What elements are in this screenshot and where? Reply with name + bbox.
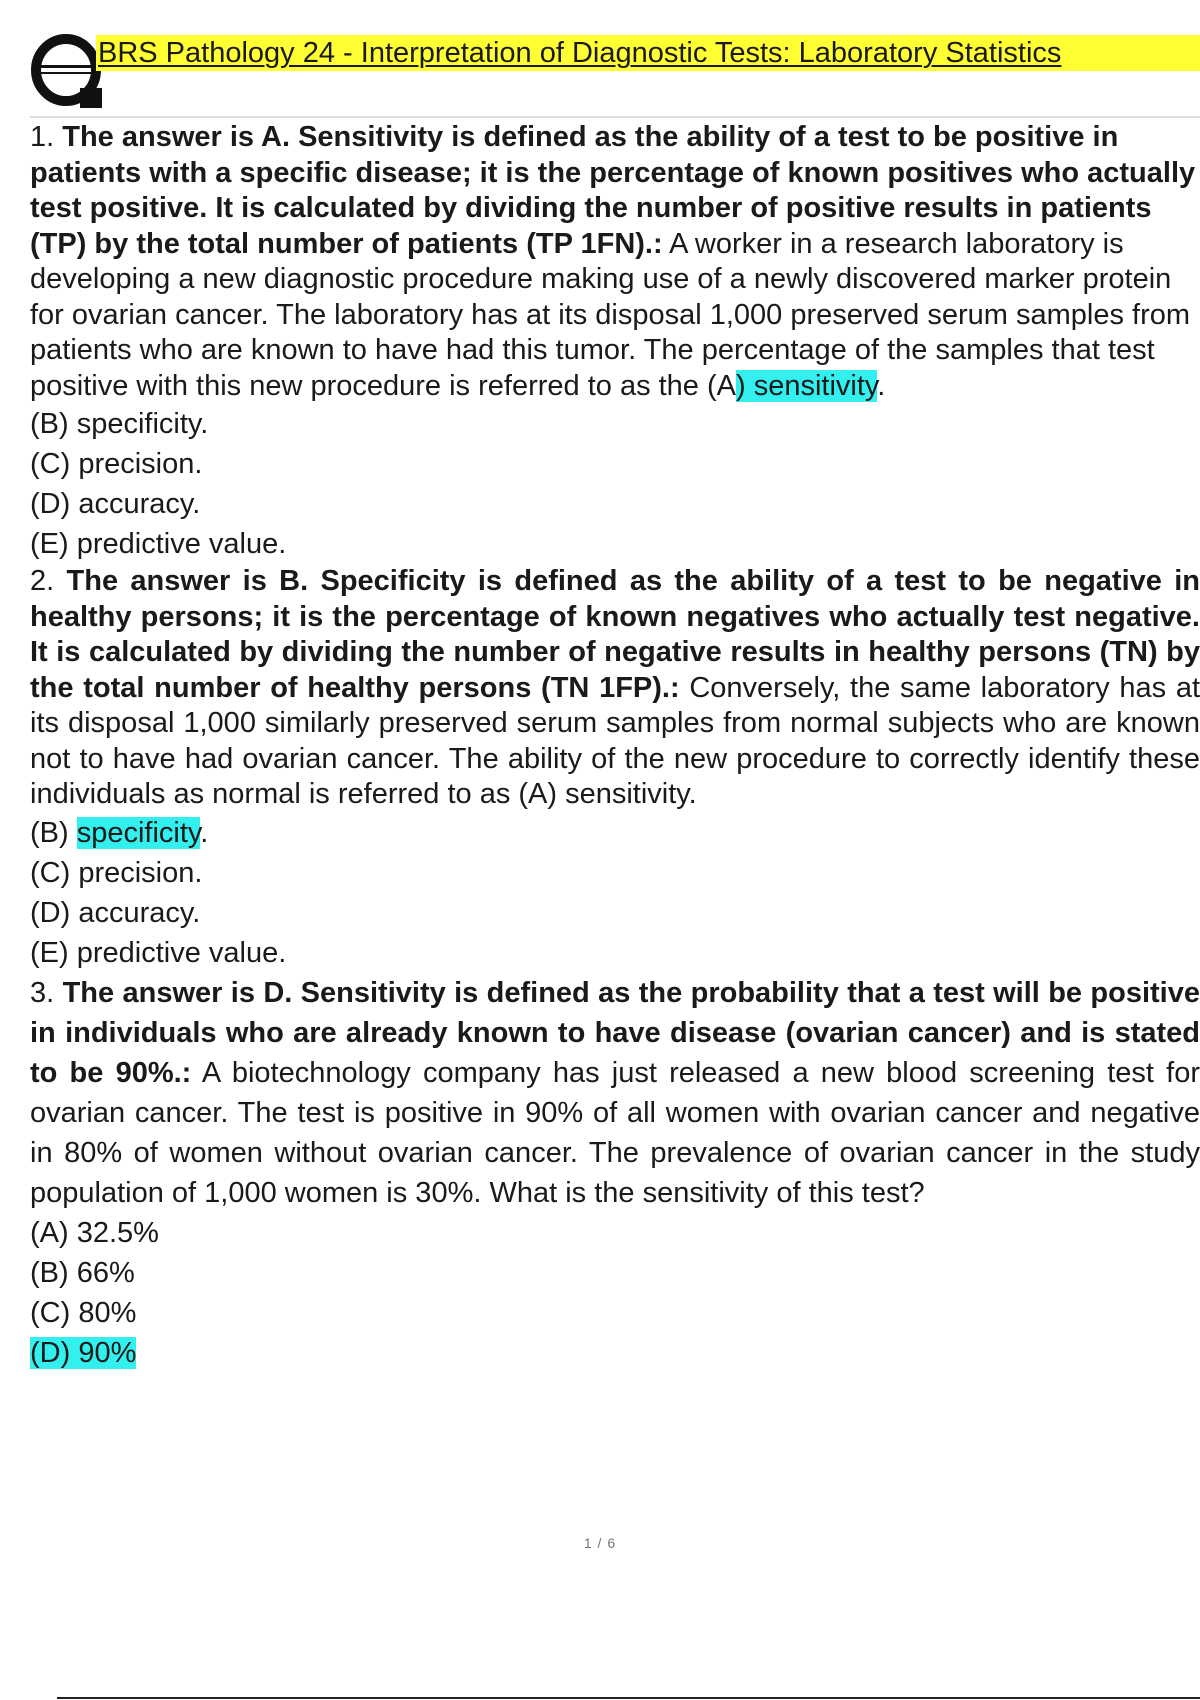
answer-option: (C) precision. [30, 448, 203, 480]
stem-tail: . [877, 369, 886, 402]
answer-explanation: The answer is A. Sensitivity is defined as the ability of a test to be positive in patients with a specific disease; it is the percentage of known positives who actually test positive. It is calculated by dividing the number of positive results in patients (TP) by the total number of patients (TP 1FN).: [30, 121, 1196, 260]
document-header [30, 30, 1200, 120]
option-tail: . [200, 816, 209, 849]
answer-option-correct [30, 813, 1200, 853]
answer-explanation: The answer is D. Sensitivity is defined as the probability that a test will be positive in individuals who are already known to have disease (ovarian cancer) and is stated to be 90%.: [30, 976, 1200, 1089]
answer-option: (D) accuracy. [30, 488, 201, 520]
question-3 [30, 973, 1200, 1373]
answer-option: (E) predictive value. [30, 936, 287, 969]
question-stem: A biotechnology company has just released a new blood screening test for ovarian cancer. The test is positive in 90% of all women with ovarian cancer and negative in 80% of women without ovarian cancer. The prevalence of ovarian cancer in the study population of 1,000 women is 30%. What is the sensitivity of this test? [30, 1056, 1200, 1209]
answer-option: (B) 66% [30, 1256, 135, 1289]
question-2 [30, 564, 1200, 973]
footer-divider [57, 1697, 1200, 1699]
question-1-text [30, 120, 1200, 404]
question-2-text [30, 564, 1200, 813]
answer-option: (C) precision. [30, 856, 203, 889]
question-stem: Conversely, the same laboratory has at its disposal 1,000 similarly preserved serum samples from normal subjects who are known not to have had ovarian cancer. The ability of the new procedure to correctly identify these individuals as normal is referred to as (A) sensitivity. [30, 671, 1200, 810]
answer-option: (A) 32.5% [30, 1216, 159, 1249]
document-body [30, 120, 1200, 1373]
answer-explanation: The answer is B. Specificity is defined as the ability of a test to be negative in healthy persons; it is the percentage of known negatives who actually test negative. It is calculated by dividing the number of negative results in healthy persons (TN) by the total number of healthy persons (TN 1FP).: [30, 565, 1200, 704]
question-number: 1. [30, 121, 55, 153]
highlighted-answer: specificity [76, 816, 201, 849]
highlighted-answer: ) sensitivity [736, 369, 878, 402]
page-number: 1 / 6 [583, 1535, 617, 1551]
question-1 [30, 120, 1200, 564]
question-number: 2. [30, 565, 55, 597]
answer-option: (D) accuracy. [30, 896, 201, 929]
page-title: BRS Pathology 24 - Interpretation of Diagnostic Tests: Laboratory Statistics [96, 35, 1200, 71]
highlighted-answer: (D) 90% [30, 1336, 137, 1369]
answer-option: (E) predictive value. [30, 528, 287, 560]
answer-option: (C) 80% [30, 1296, 137, 1329]
header-divider [30, 116, 1200, 118]
option-letter: (B) [30, 816, 77, 849]
answer-option-correct [30, 1333, 1200, 1373]
answer-option: (B) specificity. [30, 408, 209, 440]
question-stem: A worker in a research laboratory is developing a new diagnostic procedure making use of a newly discovered marker protein for ovarian cancer. The laboratory has at its disposal 1,000 preserved serum samples from patients who are known to have had this tumor. The percentage of the samples that test positive with this new procedure is referred to as the (A [30, 227, 1191, 402]
question-number: 3. [30, 976, 55, 1009]
question-3-text [30, 973, 1200, 1213]
